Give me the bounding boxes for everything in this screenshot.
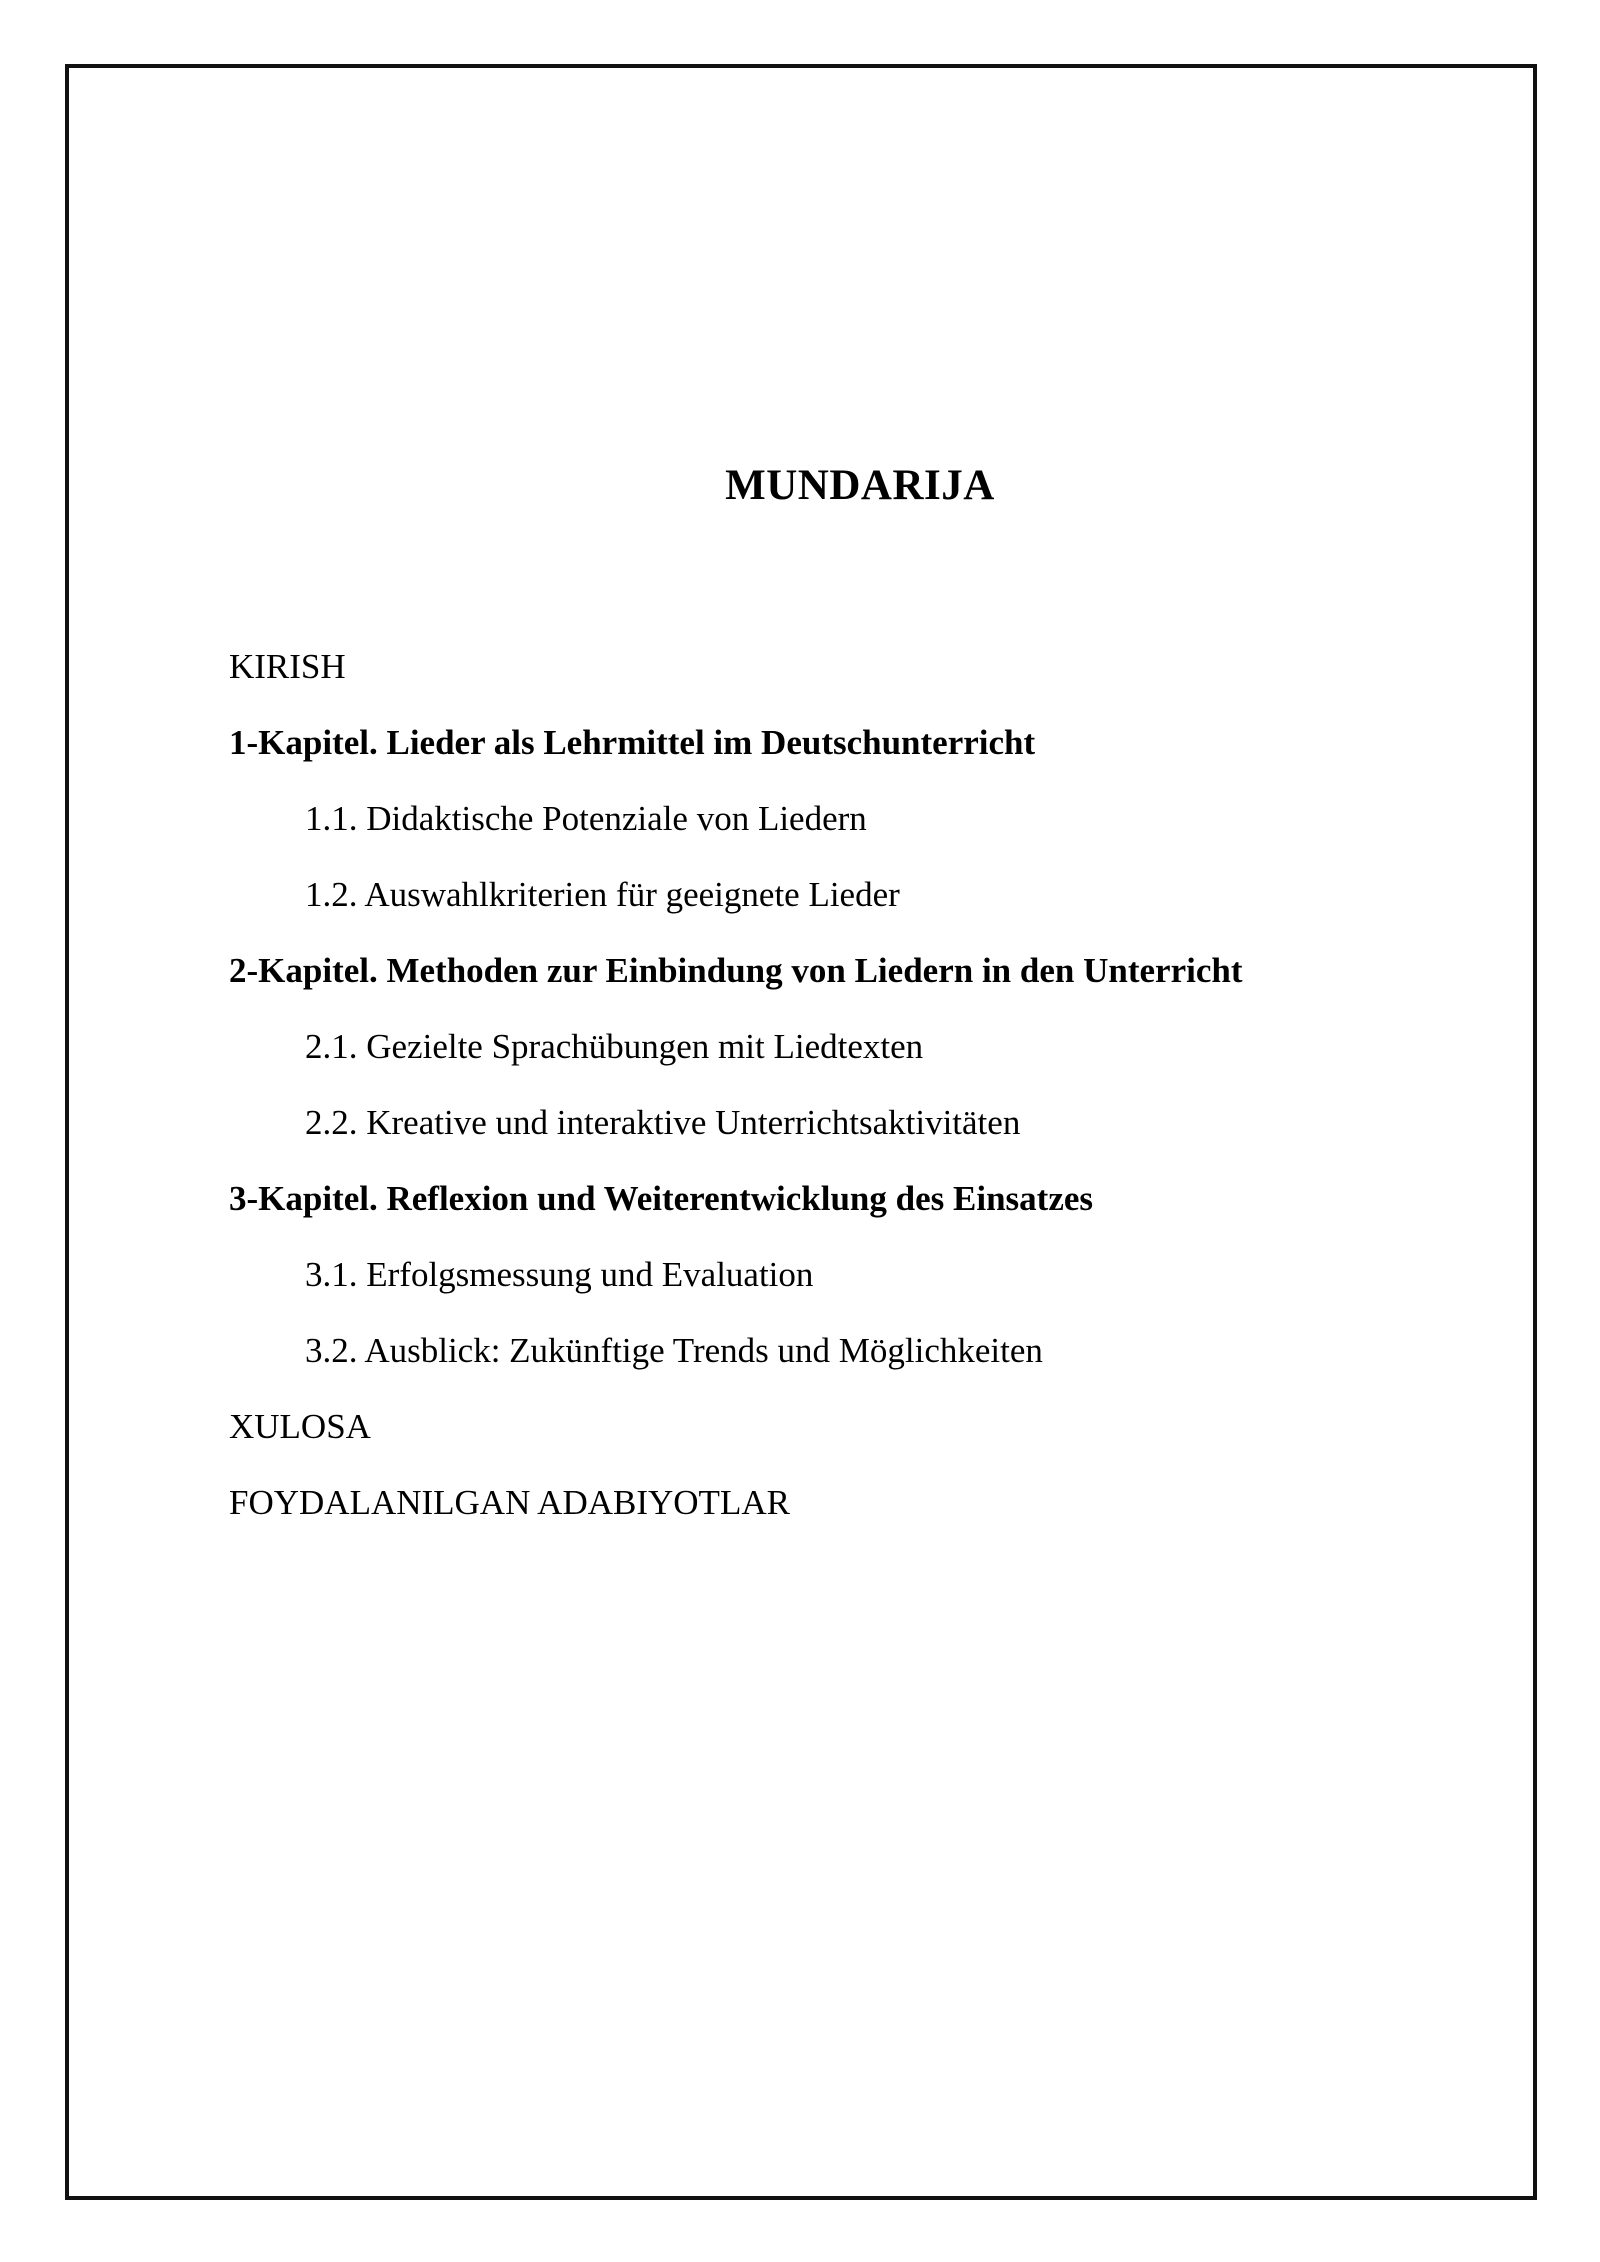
toc-item-kirish: KIRISH [229,647,346,686]
table-of-contents [229,639,1489,1551]
toc-chapter-3: 3-Kapitel. Reflexion und Weiterentwicklung des Einsatzes [229,1179,1094,1218]
toc-section-2-1: 2.1. Gezielte Sprachübungen mit Liedtexten [305,1027,924,1066]
toc-chapter-1: 1-Kapitel. Lieder als Lehrmittel im Deutschunterricht [229,723,1036,762]
toc-chapter-2: 2-Kapitel. Methoden zur Einbindung von Liedern in den Unterricht [229,951,1243,990]
toc-section-2-2: 2.2. Kreative und interaktive Unterrichtsaktivitäten [305,1103,1021,1142]
toc-item-references: FOYDALANILGAN ADABIYOTLAR [229,1483,790,1522]
toc-section-1-2: 1.2. Auswahlkriterien für geeignete Lieder [305,875,900,914]
page-title: MUNDARIJA [725,462,995,509]
toc-item-xulosa: XULOSA [229,1407,371,1446]
toc-section-1-1: 1.1. Didaktische Potenziale von Liedern [305,799,867,838]
toc-section-3-2: 3.2. Ausblick: Zukünftige Trends und Möglichkeiten [305,1331,1043,1370]
toc-section-3-1: 3.1. Erfolgsmessung und Evaluation [305,1255,814,1294]
